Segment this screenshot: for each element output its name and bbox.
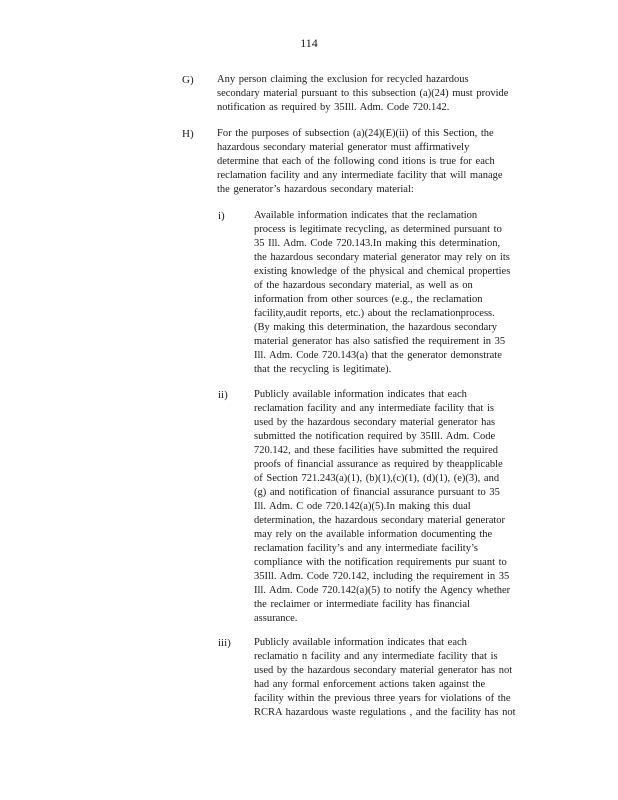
text-line: information from other sources (e.g., the reclamation [254, 294, 483, 305]
text-line: submitted the notification required by 35Ill. Adm. Code [254, 431, 496, 442]
subparagraph-text [254, 209, 535, 377]
text-line: the generator’s hazardous secondary material: [217, 184, 414, 195]
text-line: Ill. Adm. Code 720.142(a)(5) to notify the Agency whether [254, 585, 511, 596]
text-line: material generator has also satisfied the requirement in 35 [254, 336, 506, 347]
text-line: (g) and notification of financial assurance pursuant to 35 [254, 487, 500, 498]
text-line: Ill. Adm. C ode 720.142(a)(5).In making this dual [254, 501, 471, 512]
text-line: used by the hazardous secondary material generator has not [254, 665, 513, 676]
text-line: of Section 721.243(a)(1), (b)(1),(c)(1), (d)(1), (e)(3), and [254, 473, 500, 484]
text-line: 35Ill. Adm. Code 720.142, including the requirement in 35 [254, 571, 510, 582]
text-line: facility,audit reports, etc.) about the reclamationprocess. [254, 308, 495, 319]
text-line: had any formal enforcement actions taken against the [254, 679, 486, 690]
subparagraph-text [254, 388, 535, 626]
text-line: assurance. [254, 613, 298, 624]
text-line: reclamation facility and any intermediate facility that will manage [217, 170, 503, 181]
text-line: determine that each of the following cond itions is true for each [217, 156, 495, 167]
text-line: used by the hazardous secondary material generator has [254, 417, 496, 428]
text-line: hazardous secondary material generator must affirmatively [217, 142, 470, 153]
text-line: the hazardous secondary material generator may rely on its [254, 252, 510, 263]
page-number: 114 [300, 36, 318, 50]
paragraph-marker: H) [182, 128, 194, 140]
text-line: reclamation facility and any intermediate facility that is [254, 403, 494, 414]
text-line: (By making this determination, the hazardous secondary [254, 322, 498, 333]
text-line: reclamation facility’s and any intermediate facility’s [254, 543, 478, 554]
text-line: Publicly available information indicates that each [254, 637, 467, 648]
text-line: may rely on the available information documenting the [254, 529, 493, 540]
text-line: of the hazardous secondary material, as well as on [254, 280, 473, 291]
subparagraph-text [254, 636, 537, 720]
paragraph-marker: G) [182, 74, 194, 86]
text-line: Ill. Adm. Code 720.143(a) that the generator demonstrate [254, 350, 502, 361]
text-line: compliance with the notification requirements pur suant to [254, 557, 507, 568]
text-line: process is legitimate recycling, as determined pursuant to [254, 224, 502, 235]
text-line: secondary material pursuant to this subsection (a)(24) must provide [217, 88, 509, 99]
text-line: For the purposes of subsection (a)(24)(E)(ii) of this Section, the [217, 128, 494, 139]
text-line: 35 Ill. Adm. Code 720.143.In making this determination, [254, 238, 501, 249]
text-line: determination, the hazardous secondary material generator [254, 515, 506, 526]
text-line: RCRA hazardous waste regulations , and the facility has not [254, 707, 516, 718]
text-line: that the recycling is legitimate). [254, 364, 392, 375]
text-line: existing knowledge of the physical and chemical properties [254, 266, 511, 277]
text-line: Available information indicates that the reclamation [254, 210, 478, 221]
text-line: facility within the previous three years for violations of the [254, 693, 511, 704]
paragraph-text [217, 73, 539, 115]
text-line: Any person claiming the exclusion for recycled hazardous [217, 74, 469, 85]
subparagraph-marker: iii) [218, 637, 231, 649]
text-line: notification as required by 35Ill. Adm. Code 720.142. [217, 102, 450, 113]
text-line: reclamatio n facility and any intermediate facility that is [254, 651, 498, 662]
subparagraph-marker: ii) [218, 389, 228, 401]
text-line: proofs of financial assurance as required by theapplicable [254, 459, 503, 470]
text-line: the reclaimer or intermediate facility has financial [254, 599, 470, 610]
subparagraph-marker: i) [218, 210, 225, 222]
text-line: 720.142, and these facilities have submitted the required [254, 445, 499, 456]
paragraph-text [217, 127, 539, 197]
text-line: Publicly available information indicates that each [254, 389, 467, 400]
